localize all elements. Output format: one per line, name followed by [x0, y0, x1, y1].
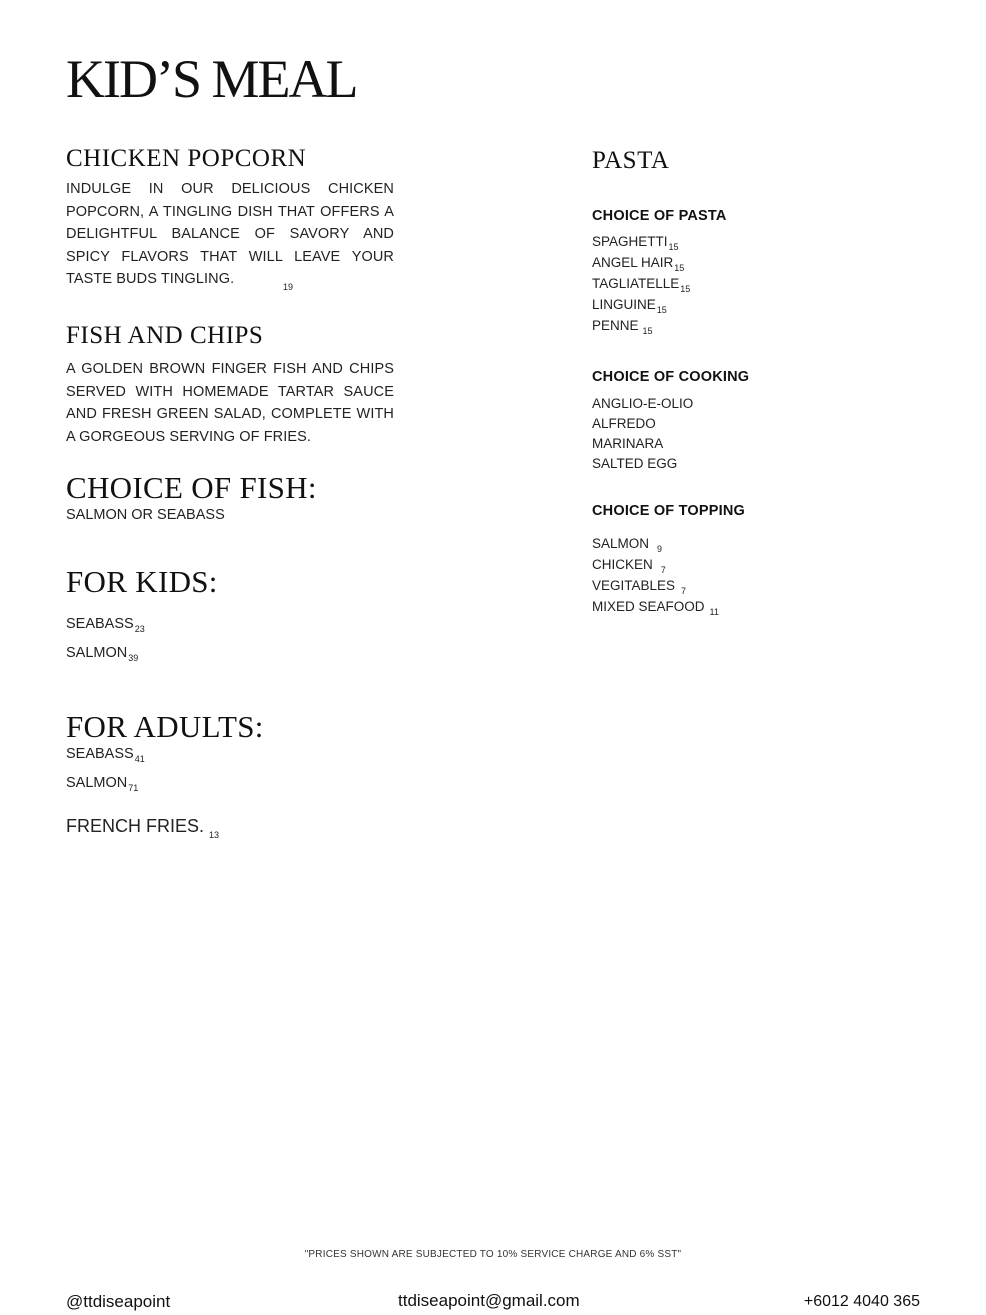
item-name: LINGUINE	[592, 297, 656, 312]
choice-of-pasta-heading: CHOICE OF PASTA	[592, 208, 727, 224]
desc-line: A GOLDEN BROWN FINGER FISH AND CHIPS	[66, 361, 394, 377]
item-name: TAGLIATELLE	[592, 276, 680, 291]
item-name: VEGITABLES	[592, 578, 676, 593]
price-disclaimer: "PRICES SHOWN ARE SUBJECTED TO 10% SERVICE CHARGE AND 6% SST"	[304, 1249, 682, 1260]
item-name: FRENCH FRIES.	[66, 816, 205, 836]
item-name: PENNE	[592, 318, 639, 333]
page-title: KID’S MEAL	[66, 49, 357, 109]
item-price: 15	[668, 242, 679, 252]
for-kids-list	[66, 610, 145, 668]
chicken-popcorn-heading: CHICKEN POPCORN	[66, 145, 307, 172]
list-item	[592, 555, 719, 576]
phone-number[interactable]: +6012 4040 365	[803, 1293, 920, 1310]
pasta-heading: PASTA	[592, 147, 670, 174]
choice-of-topping-heading: CHOICE OF TOPPING	[592, 503, 745, 519]
list-item: SALTED EGG	[592, 456, 678, 471]
desc-line: TASTE BUDS TINGLING.	[66, 271, 235, 287]
desc-line: A GORGEOUS SERVING OF FRIES.	[66, 428, 312, 445]
desc-line: SPICY FLAVORS THAT WILL LEAVE YOUR	[66, 248, 394, 265]
desc-line: POPCORN, A TINGLING DISH THAT OFFERS A	[66, 203, 394, 220]
social-handle[interactable]: @ttdiseapoint	[66, 1292, 171, 1311]
list-item	[66, 639, 145, 668]
desc-line: AND FRESH GREEN SALAD, COMPLETE WITH	[66, 406, 394, 422]
desc-line: SERVED WITH HOMEMADE TARTAR SAUCE	[66, 383, 394, 400]
item-name: SEABASS	[66, 616, 134, 632]
item-price: 11	[709, 607, 719, 617]
item-price: 71	[128, 783, 139, 793]
item-name: MIXED SEAFOOD	[592, 599, 705, 614]
choice-of-topping-list	[592, 534, 719, 618]
choice-of-cooking-heading: CHOICE OF COOKING	[592, 369, 750, 385]
item-price: 9	[657, 544, 663, 554]
list-item	[66, 769, 145, 798]
for-kids-heading: FOR KIDS:	[66, 564, 218, 599]
item-name: SALMON	[66, 645, 128, 661]
item-price: 7	[660, 565, 666, 575]
list-item	[592, 316, 690, 337]
choice-of-cooking-list	[592, 394, 693, 474]
choice-of-fish-text: SALMON OR SEABASS	[66, 507, 225, 523]
fish-and-chips-heading: FISH AND CHIPS	[66, 322, 264, 349]
choice-of-pasta-list	[592, 232, 690, 337]
item-price: 15	[656, 305, 667, 315]
item-price: 39	[128, 653, 139, 663]
desc-line: INDULGE IN OUR DELICIOUS CHICKEN	[66, 181, 394, 197]
item-price: 15	[680, 284, 691, 294]
desc-line: DELIGHTFUL BALANCE OF SAVORY AND	[66, 226, 394, 242]
item-price: 15	[642, 326, 653, 336]
choice-of-fish-heading: CHOICE OF FISH:	[66, 470, 317, 505]
list-item	[592, 274, 690, 295]
item-name: SPAGHETTI	[592, 234, 668, 249]
list-item	[592, 295, 690, 316]
item-name: SALMON	[592, 536, 650, 551]
list-item	[592, 232, 690, 253]
list-item	[592, 597, 719, 618]
item-price: 13	[209, 830, 220, 840]
list-item	[592, 576, 719, 597]
list-item: MARINARA	[592, 436, 664, 451]
fish-and-chips-description	[66, 358, 394, 448]
item-price: 7	[681, 586, 687, 596]
french-fries-item	[66, 816, 220, 840]
email-link[interactable]: ttdiseapoint@gmail.com	[398, 1291, 580, 1310]
list-item: ANGLIO-E-OLIO	[592, 396, 694, 411]
item-name: CHICKEN	[592, 557, 653, 572]
for-adults-list	[66, 740, 145, 798]
for-adults-heading: FOR ADULTS:	[66, 709, 264, 744]
list-item	[592, 534, 719, 555]
chicken-popcorn-description	[66, 178, 394, 291]
chicken-popcorn-price: 19	[283, 282, 294, 292]
item-name: ANGEL HAIR	[592, 255, 674, 270]
list-item	[592, 253, 690, 274]
list-item	[66, 740, 145, 769]
list-item	[66, 610, 145, 639]
list-item: ALFREDO	[592, 416, 656, 431]
item-price: 41	[134, 754, 145, 764]
item-price: 15	[674, 263, 685, 273]
item-price: 23	[134, 624, 145, 634]
item-name: SEABASS	[66, 746, 134, 762]
item-name: SALMON	[66, 775, 128, 791]
